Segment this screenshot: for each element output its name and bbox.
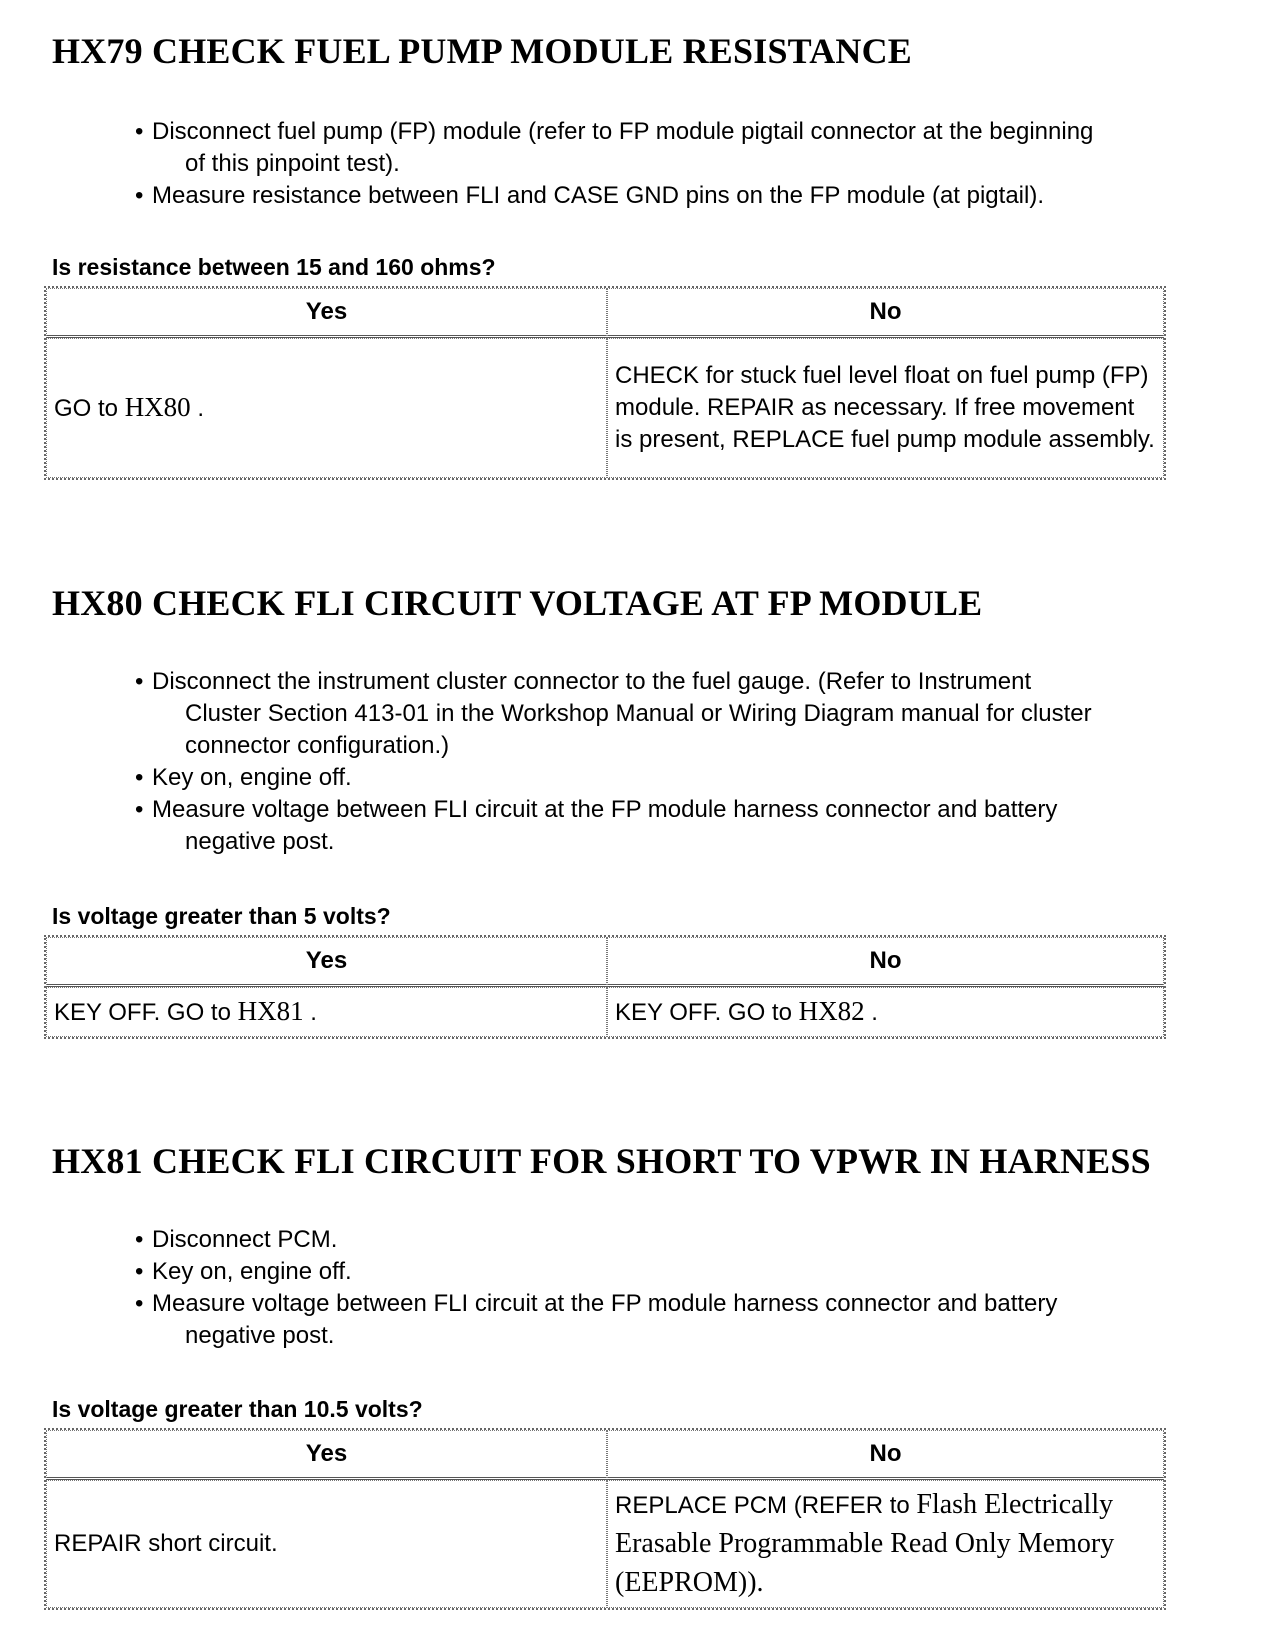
step-item xyxy=(132,1288,1252,1352)
bullet-icon: • xyxy=(135,796,144,823)
no-header: No xyxy=(607,937,1164,987)
go-to-hx82-link[interactable]: HX82 xyxy=(798,996,865,1026)
step-item xyxy=(132,1224,1252,1256)
table-header-row xyxy=(46,937,1164,987)
step-text: Disconnect PCM. xyxy=(152,1226,338,1253)
step-text: Disconnect the instrument cluster connector to the fuel gauge. (Refer to Instrument xyxy=(152,668,1032,695)
no-text: KEY OFF. GO to xyxy=(615,999,799,1026)
no-header: No xyxy=(607,288,1164,338)
step-text-continuation: negative post. xyxy=(185,828,335,855)
step-item xyxy=(132,794,1252,858)
step-item xyxy=(132,116,1252,180)
step-text: Key on, engine off. xyxy=(152,764,352,791)
no-text-suffix: ). xyxy=(747,1566,764,1598)
yes-text-suffix: . xyxy=(190,395,205,422)
step-item xyxy=(132,1256,1252,1288)
yes-text-suffix: . xyxy=(303,999,317,1026)
no-text: REPLACE PCM (REFER to xyxy=(615,1491,917,1519)
decision-table xyxy=(44,1428,1166,1610)
no-cell: CHECK for stuck fuel level float on fuel pump (FP) module. REPAIR as necessary. If free movement is present, REPLACE fuel pump module assembly. xyxy=(607,338,1164,478)
step-text: Key on, engine off. xyxy=(152,1258,352,1285)
step-list xyxy=(132,116,1252,212)
step-item xyxy=(132,762,1252,794)
yes-cell: REPAIR short circuit. xyxy=(46,1480,607,1608)
bullet-icon: • xyxy=(135,668,144,695)
question: Is voltage greater than 10.5 volts? xyxy=(52,1396,423,1422)
step-item xyxy=(132,666,1252,762)
section-title: HX79 CHECK FUEL PUMP MODULE RESISTANCE xyxy=(52,31,913,71)
table-row xyxy=(46,338,1164,478)
step-text: Measure voltage between FLI circuit at the FP module harness connector and battery xyxy=(152,796,1058,823)
step-list xyxy=(132,666,1252,858)
no-text-suffix: . xyxy=(864,999,878,1026)
no-cell xyxy=(607,1480,1164,1608)
flash-eeprom-link[interactable]: Flash Electrically Erasable Programmable Read Only Memory (EEPROM) xyxy=(615,1488,1115,1598)
bullet-icon: • xyxy=(135,118,144,145)
section-title: HX80 CHECK FLI CIRCUIT VOLTAGE AT FP MODULE xyxy=(52,583,983,623)
go-to-hx81-link[interactable]: HX81 xyxy=(237,996,304,1026)
table-header-row xyxy=(46,1430,1164,1480)
decision-table xyxy=(44,286,1166,480)
question: Is resistance between 15 and 160 ohms? xyxy=(52,254,496,280)
bullet-icon: • xyxy=(135,1290,144,1317)
bullet-icon: • xyxy=(135,1226,144,1253)
yes-cell xyxy=(46,338,607,478)
step-item xyxy=(132,180,1252,212)
yes-text: GO to xyxy=(54,395,125,422)
step-text-continuation: negative post. xyxy=(185,1322,335,1349)
step-text: Measure resistance between FLI and CASE GND pins on the FP module (at pigtail). xyxy=(152,182,1044,209)
yes-header: Yes xyxy=(46,1430,607,1480)
step-text-continuation: of this pinpoint test). xyxy=(185,150,400,177)
no-header: No xyxy=(607,1430,1164,1480)
step-list xyxy=(132,1224,1252,1352)
yes-header: Yes xyxy=(46,288,607,338)
step-text-continuation: connector configuration.) xyxy=(185,732,450,759)
go-to-hx80-link[interactable]: HX80 xyxy=(124,392,191,422)
bullet-icon: • xyxy=(135,182,144,209)
yes-text: KEY OFF. GO to xyxy=(54,999,238,1026)
bullet-icon: • xyxy=(135,1258,144,1285)
step-text: Disconnect fuel pump (FP) module (refer to FP module pigtail connector at the beginning xyxy=(152,118,1094,145)
bullet-icon: • xyxy=(135,764,144,791)
table-row xyxy=(46,987,1164,1037)
section-title: HX81 CHECK FLI CIRCUIT FOR SHORT TO VPWR IN HARNESS xyxy=(52,1141,1151,1181)
yes-header: Yes xyxy=(46,937,607,987)
step-text: Measure voltage between FLI circuit at the FP module harness connector and battery xyxy=(152,1290,1058,1317)
table-header-row xyxy=(46,288,1164,338)
question: Is voltage greater than 5 volts? xyxy=(52,903,391,929)
table-row xyxy=(46,1480,1164,1608)
decision-table xyxy=(44,935,1166,1039)
step-text-continuation: Cluster Section 413-01 in the Workshop Manual or Wiring Diagram manual for cluster xyxy=(185,700,1092,727)
no-cell xyxy=(607,987,1164,1037)
yes-cell xyxy=(46,987,607,1037)
